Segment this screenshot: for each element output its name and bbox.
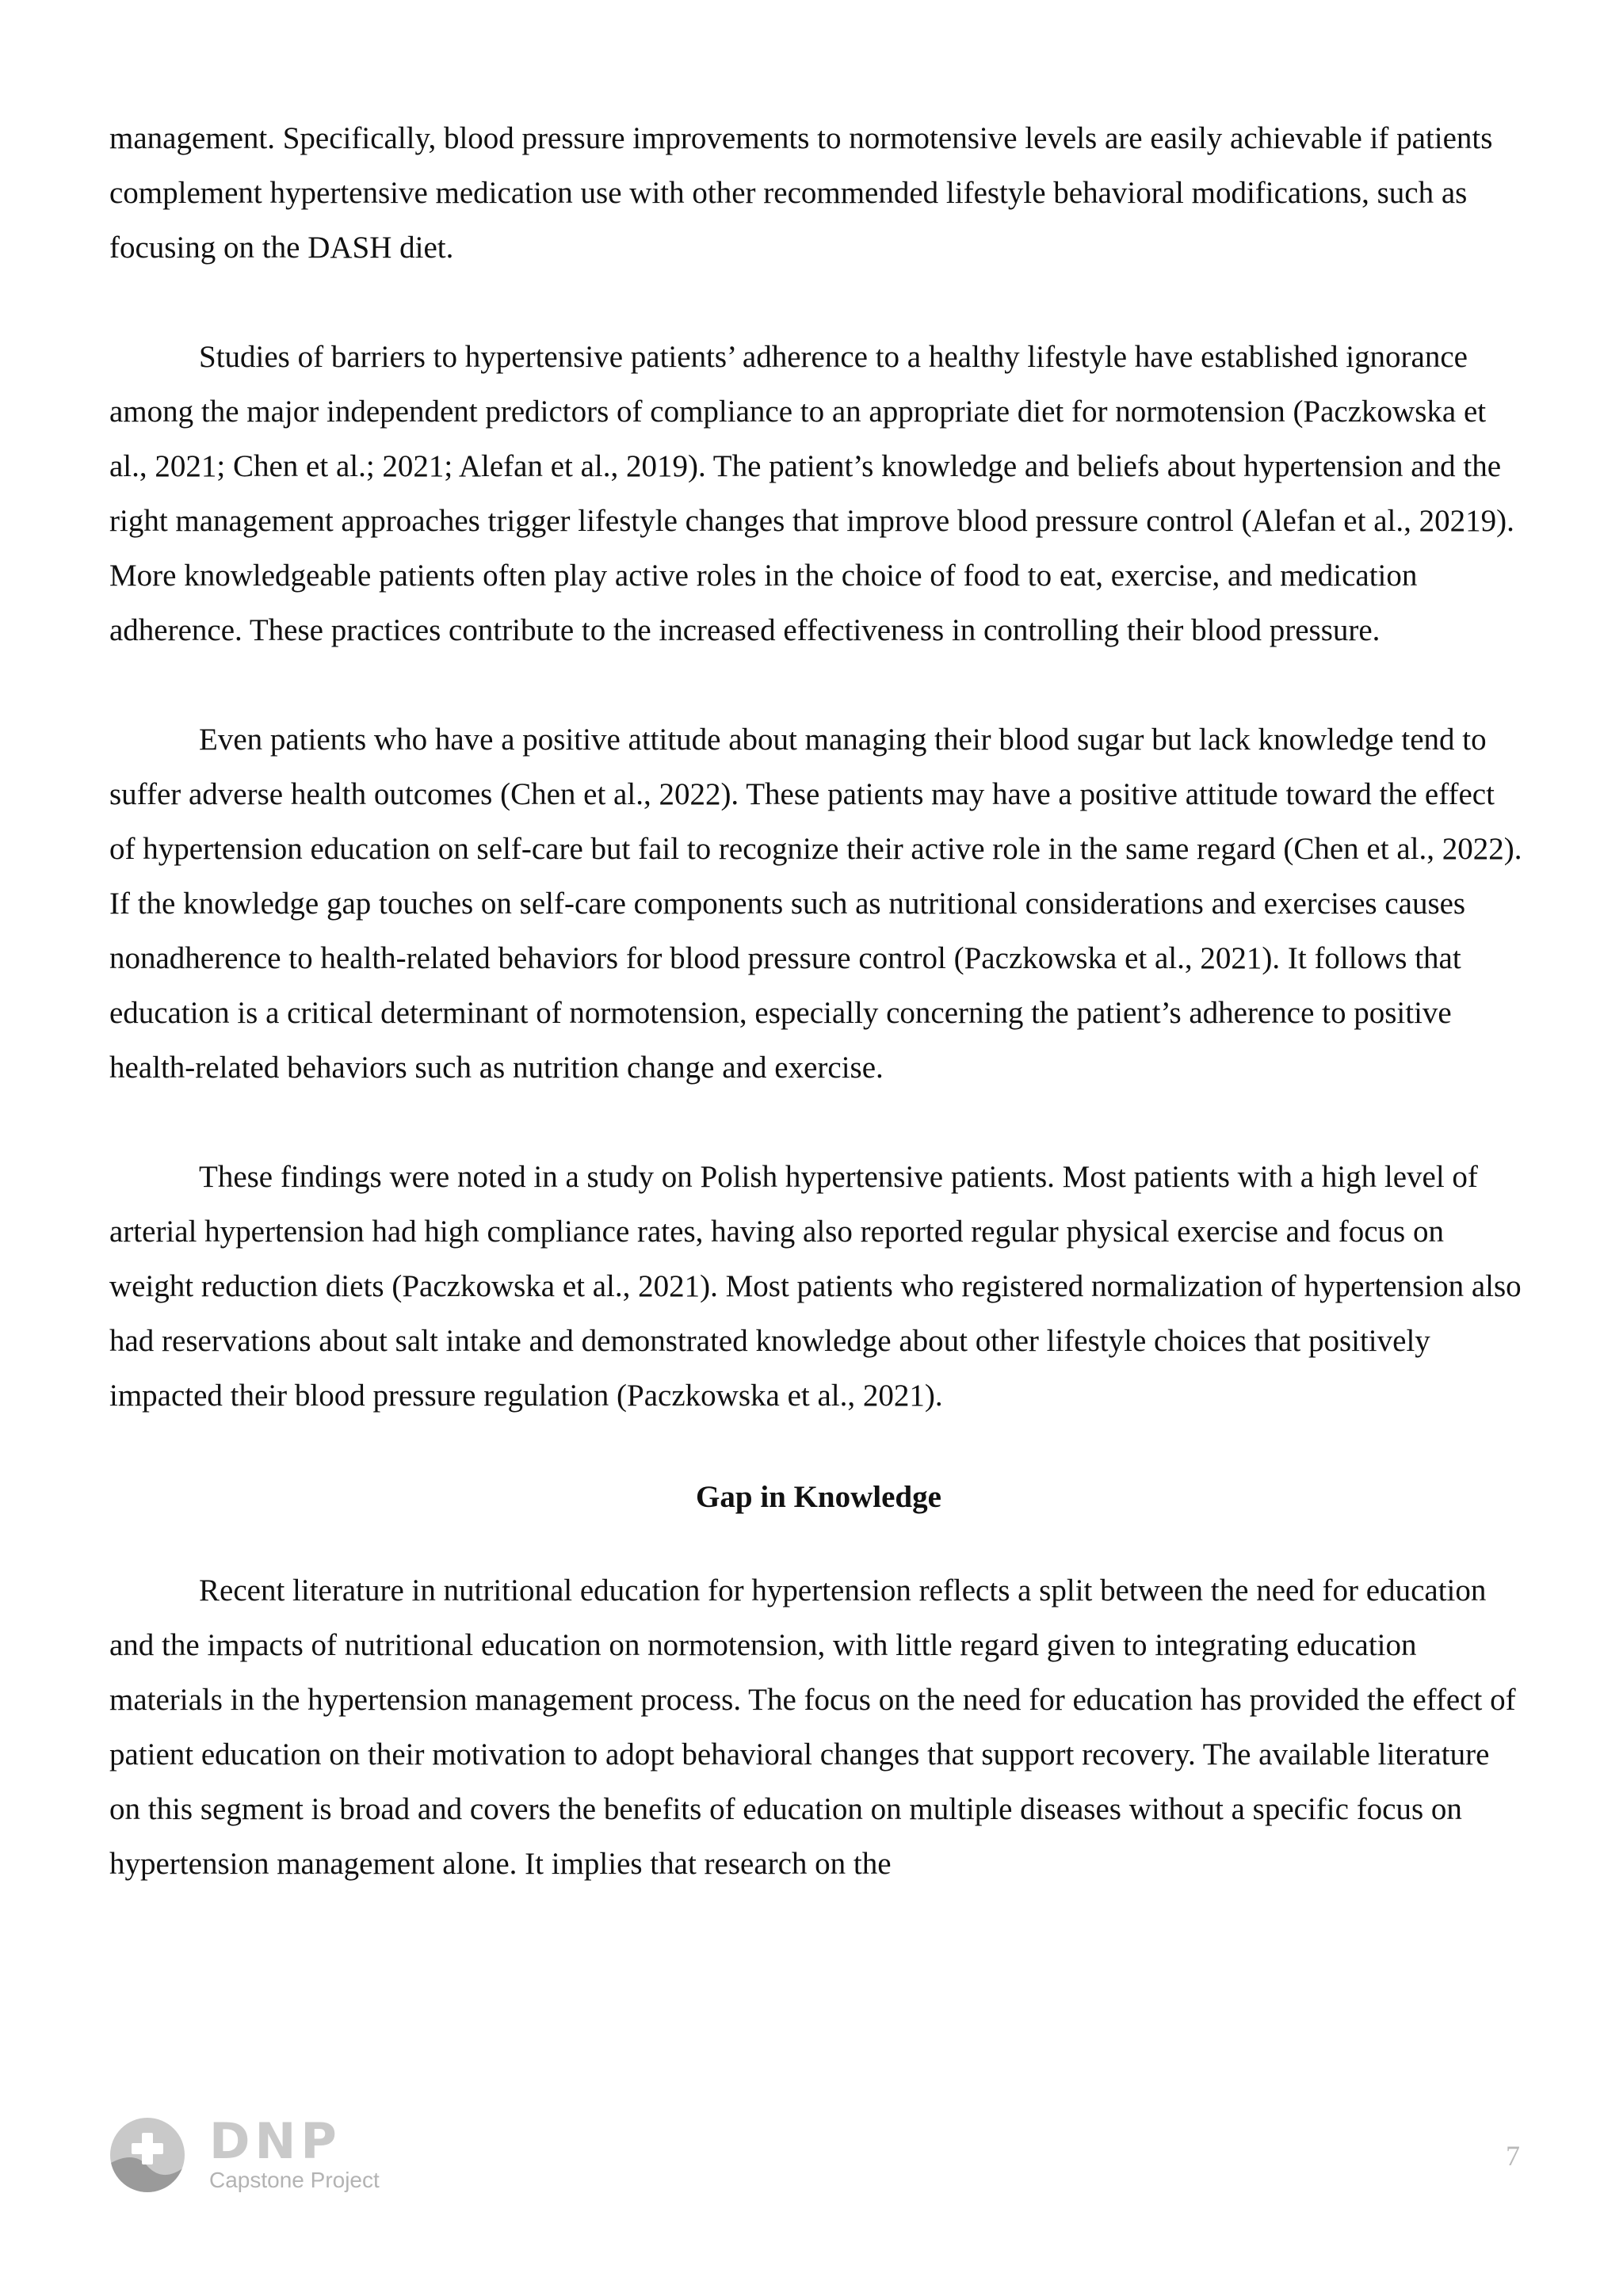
paragraph-5: Recent literature in nutritional education for hypertension reflects a split between the need for education and the impacts of nutritional education on normotension, with little regard given to integrating education materials in the hypertension management process. The focus on the need for education has provided the effect of patient education on their motivation to adopt behavioral changes that support recovery. The available literature on this segment is broad and covers the benefits of education on multiple diseases without a specific focus on hypertension management alone. It implies that research on the <box>109 1573 1516 1881</box>
logo-text <box>209 2112 380 2193</box>
medical-cross-icon <box>109 2117 185 2193</box>
paragraph-4: These findings were noted in a study on Polish hypertensive patients. Most patients with a high level of arterial hypertension had high compliance rates, having also reported regular physical exercise and focus on weight reduction diets (Paczkowska et al., 2021). Most patients who registered normalization of hypertension also had reservations about salt intake and demonstrated knowledge about other lifestyle choices that positively impacted their blood pressure regulation (Paczkowska et al., 2021). <box>109 1160 1522 1413</box>
paragraph-3: Even patients who have a positive attitude about managing their blood sugar but lack knowledge tend to suffer adverse health outcomes (Chen et al., 2022). These patients may have a positive attitude toward the effect of hypertension education on self-care but fail to recognize their active role in the same regard (Chen et al., 2022). If the knowledge gap touches on self-care components such as nutritional considerations and exercises causes nonadherence to health-related behaviors for blood pressure control (Paczkowska et al., 2021). It follows that education is a critical determinant of normotension, especially concerning the patient’s adherence to positive health-related behaviors such as nutrition change and exercise. <box>109 723 1522 1085</box>
paragraph-1: management. Specifically, blood pressure improvements to normotensive levels are easily achievable if patients complement hypertensive medication use with other recommended lifestyle behavioral modifications, such as focusing on the DASH diet. <box>109 121 1493 265</box>
logo-subtitle: Capstone Project <box>209 2168 380 2192</box>
section-heading: Gap in Knowledge <box>696 1480 941 1514</box>
paragraph-2: Studies of barriers to hypertensive patients’ adherence to a healthy lifestyle have established ignorance among the major independent predictors of compliance to an appropriate diet for normotension (Paczkowska et al., 2021; Chen et al.; 2021; Alefan et al., 2019). The patient’s knowledge and beliefs about hypertension and the right management approaches trigger lifestyle changes that improve blood pressure control (Alefan et al., 20219). More knowledgeable patients often play active roles in the choice of food to eat, exercise, and medication adherence. These practices contribute to the increased effectiveness in controlling their blood pressure. <box>109 340 1514 647</box>
logo-title: DNP <box>209 2112 342 2170</box>
footer-logo <box>109 2114 380 2196</box>
page-number: 7 <box>1506 2140 1520 2172</box>
body-text <box>109 111 1528 1946</box>
